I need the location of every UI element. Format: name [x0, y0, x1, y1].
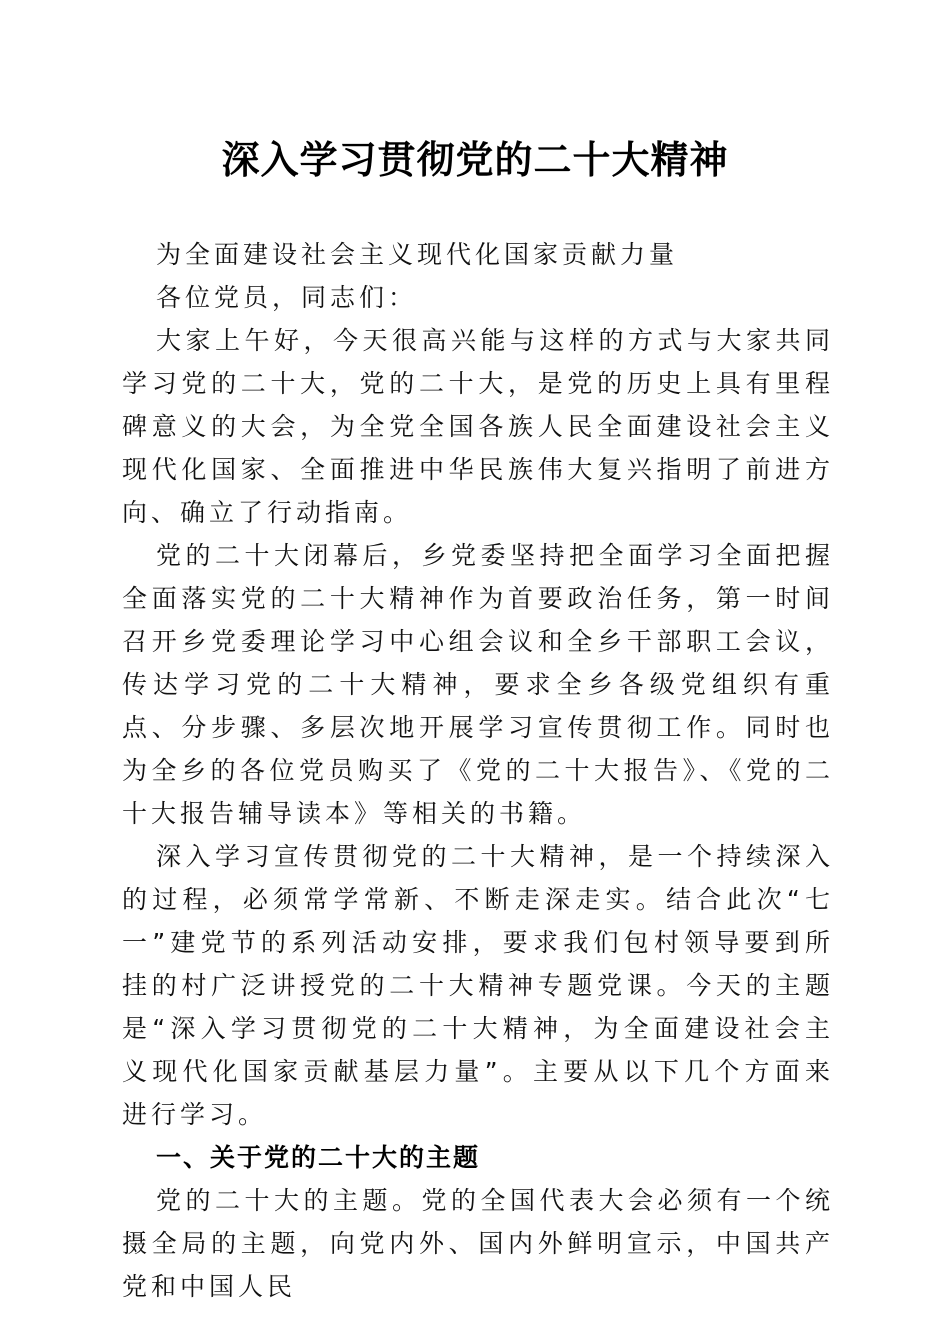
- body-paragraph: 深入学习宣传贯彻党的二十大精神，是一个持续深入的过程，必须常学常新、不断走深走实。结合此次“七一”建党节的系列活动安排，要求我们包村领导要到所挂的村广泛讲授党的二十大精神专题党课。今天的主题是“深入学习贯彻党的二十大精神，为全面建设社会主义现代化国家贡献基层力量”。主要从以下几个方面来进行学习。: [122, 842, 834, 1129]
- subtitle-paragraph: 为全面建设社会主义现代化国家贡献力量: [156, 240, 679, 269]
- document-body: [122, 233, 834, 1308]
- body-paragraph: 大家上午好，今天很高兴能与这样的方式与大家共同学习党的二十大，党的二十大，是党的历史上具有里程碑意义的大会，为全党全国各族人民全面建设社会主义现代化国家、全面推进中华民族伟大复兴指明了前进方向、确立了行动指南。: [122, 326, 834, 527]
- body-paragraph: 党的二十大闭幕后，乡党委坚持把全面学习全面把握全面落实党的二十大精神作为首要政治任务，第一时间召开乡党委理论学习中心组会议和全乡干部职工会议，传达学习党的二十大精神，要求全乡各级党组织有重点、分步骤、多层次地开展学习宣传贯彻工作。同时也为全乡的各位党员购买了《党的二十大报告》、《党的二十大报告辅导读本》等相关的书籍。: [122, 541, 834, 828]
- salutation-paragraph: 各位党员，同志们：: [156, 283, 418, 312]
- section-heading: 一、关于党的二十大的主题: [156, 1143, 481, 1172]
- document-title: 深入学习贯彻党的二十大精神: [221, 137, 729, 182]
- body-paragraph: 党的二十大的主题。党的全国代表大会必须有一个统摄全局的主题，向党内外、国内外鲜明宣示，中国共产党和中国人民: [122, 1186, 834, 1301]
